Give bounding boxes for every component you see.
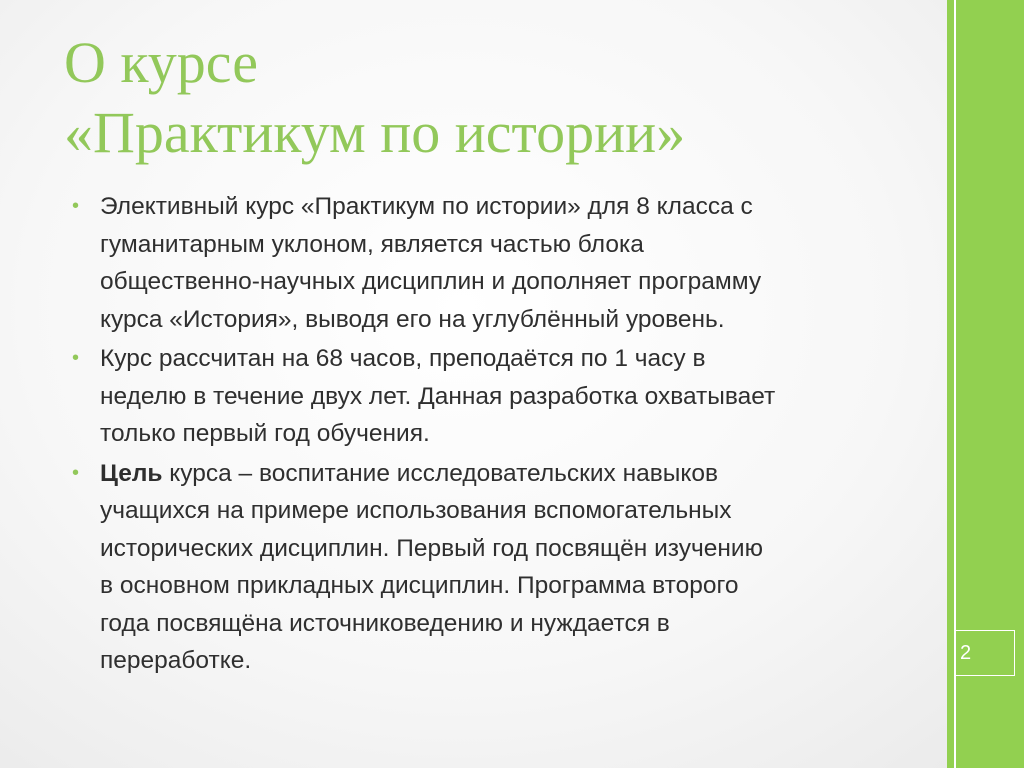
bullet-text-line: неделю в течение двух лет. Данная разработка охватывает bbox=[100, 382, 776, 410]
bullet-text-line: Элективный курс «Практикум по истории» для 8 класса с bbox=[100, 193, 753, 220]
bullet-dot-icon: • bbox=[72, 461, 80, 484]
slide-title-line-2: «Практикум по истории» bbox=[64, 100, 686, 165]
bullet-text-line: курса «История», выводя его на углублённый уровень. bbox=[100, 305, 725, 333]
goal-label: Цель bbox=[100, 459, 163, 487]
bullet-text-line bbox=[100, 455, 892, 493]
bullet-text-line: только первый год обучения. bbox=[100, 420, 430, 447]
bullet-dot-icon: • bbox=[72, 347, 80, 369]
bullet-list bbox=[72, 188, 892, 682]
bullet-text-line: общественно-научных дисциплин и дополняет программу bbox=[100, 268, 762, 295]
slide-title bbox=[64, 28, 924, 168]
page-number: 2 bbox=[960, 641, 972, 664]
slide-title-line-1: О курсе bbox=[64, 30, 258, 95]
bullet-dot-icon: • bbox=[72, 195, 80, 217]
bullet-text-line: исторических дисциплин. Первый год посвящён изучению bbox=[100, 534, 763, 562]
bullet-text-line: переработке. bbox=[100, 647, 252, 674]
goal-text: курса – воспитание исследовательских навыков bbox=[162, 459, 719, 487]
bullet-text-line: гуманитарным уклоном, является частью блока bbox=[100, 230, 644, 258]
bullet-item-description bbox=[72, 188, 892, 338]
bullet-item-goal bbox=[72, 455, 892, 680]
bullet-text-line: в основном прикладных дисциплин. Программа второго bbox=[100, 572, 739, 599]
bullet-text-line: Курс рассчитан на 68 часов, преподаётся по 1 часу в bbox=[100, 345, 706, 372]
bullet-text-line: учащихся на примере использования вспомогательных bbox=[100, 497, 732, 524]
bullet-text-line: года посвящёна источниковедению и нуждается в bbox=[100, 609, 670, 637]
page-number-box bbox=[955, 630, 1015, 676]
bullet-item-hours bbox=[72, 340, 892, 453]
